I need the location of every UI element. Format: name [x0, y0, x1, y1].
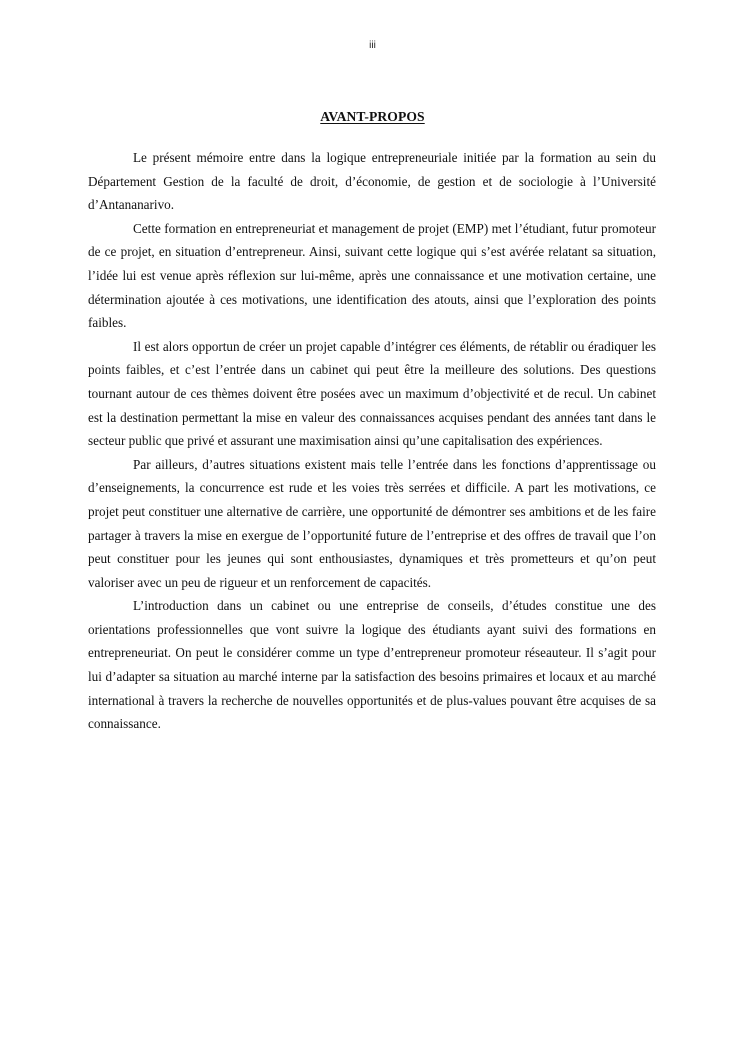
page-number: iii [369, 40, 376, 51]
page-title: AVANT-PROPOS [320, 109, 425, 125]
paragraph-3: Il est alors opportun de créer un projet capable d’intégrer ces éléments, de rétablir ou éradiquer les points faibles, et c’est l’entrée dans un cabinet qui peut être la meilleure des solutions. Des questions tournant autour de ces thèmes doivent être posées avec un maximum d’objectivité et de recul. Un cabinet est la destination permettant la mise en valeur des connaissances acquises pendant des années tant dans le secteur public que privé et assurant une maximisation ainsi qu’une capitalisation des expériences. [88, 338, 656, 449]
paragraph-1: Le présent mémoire entre dans la logique entrepreneuriale initiée par la formation au sein du Département Gestion de la faculté de droit, d’économie, de gestion et de sociologie à l’Université d’Antananarivo. [88, 150, 656, 213]
paragraph-5: L’introduction dans un cabinet ou une entreprise de conseils, d’études constitue une des orientations professionnelles que vont suivre la logique des étudiants ayant suivi des formations en entrepreneuriat. On peut le considérer comme un type d’entrepreneur promoteur réseauteur. Il s’agit pour lui d’adapter sa situation au marché interne par la satisfaction des besoins primaires et locaux et au marché international à travers la recherche de nouvelles opportunités et de plus-values pouvant être acquises de sa connaissance. [88, 598, 656, 732]
paragraph-2: Cette formation en entrepreneuriat et management de projet (EMP) met l’étudiant, futur promoteur de ce projet, en situation d’entrepreneur. Ainsi, suivant cette logique qui s’est avérée relatant sa situation, l’idée lui est venue après réflexion sur lui-même, après une connaissance et une motivation certaine, une détermination ajoutée à ces motivations, une identification des atouts, ainsi que l’exploration des points faibles. [88, 220, 656, 331]
paragraph-4: Par ailleurs, d’autres situations existent mais telle l’entrée dans les fonctions d’apprentissage ou d’enseignements, la concurrence est rude et les voies très serrées et difficile. A part les motivations, ce projet peut constituer une alternative de carrière, une opportunité de démontrer ses ambitions et de les faire partager à travers la mise en exergue de l’opportunité future de l’entreprise et des offres de travail que l’on peut constituer pour les jeunes qui sont enthousiastes, dynamiques et très prometteurs et qu’on peut valoriser avec un peu de rigueur et un renforcement de capacités. [88, 456, 656, 590]
body-text [88, 146, 656, 736]
